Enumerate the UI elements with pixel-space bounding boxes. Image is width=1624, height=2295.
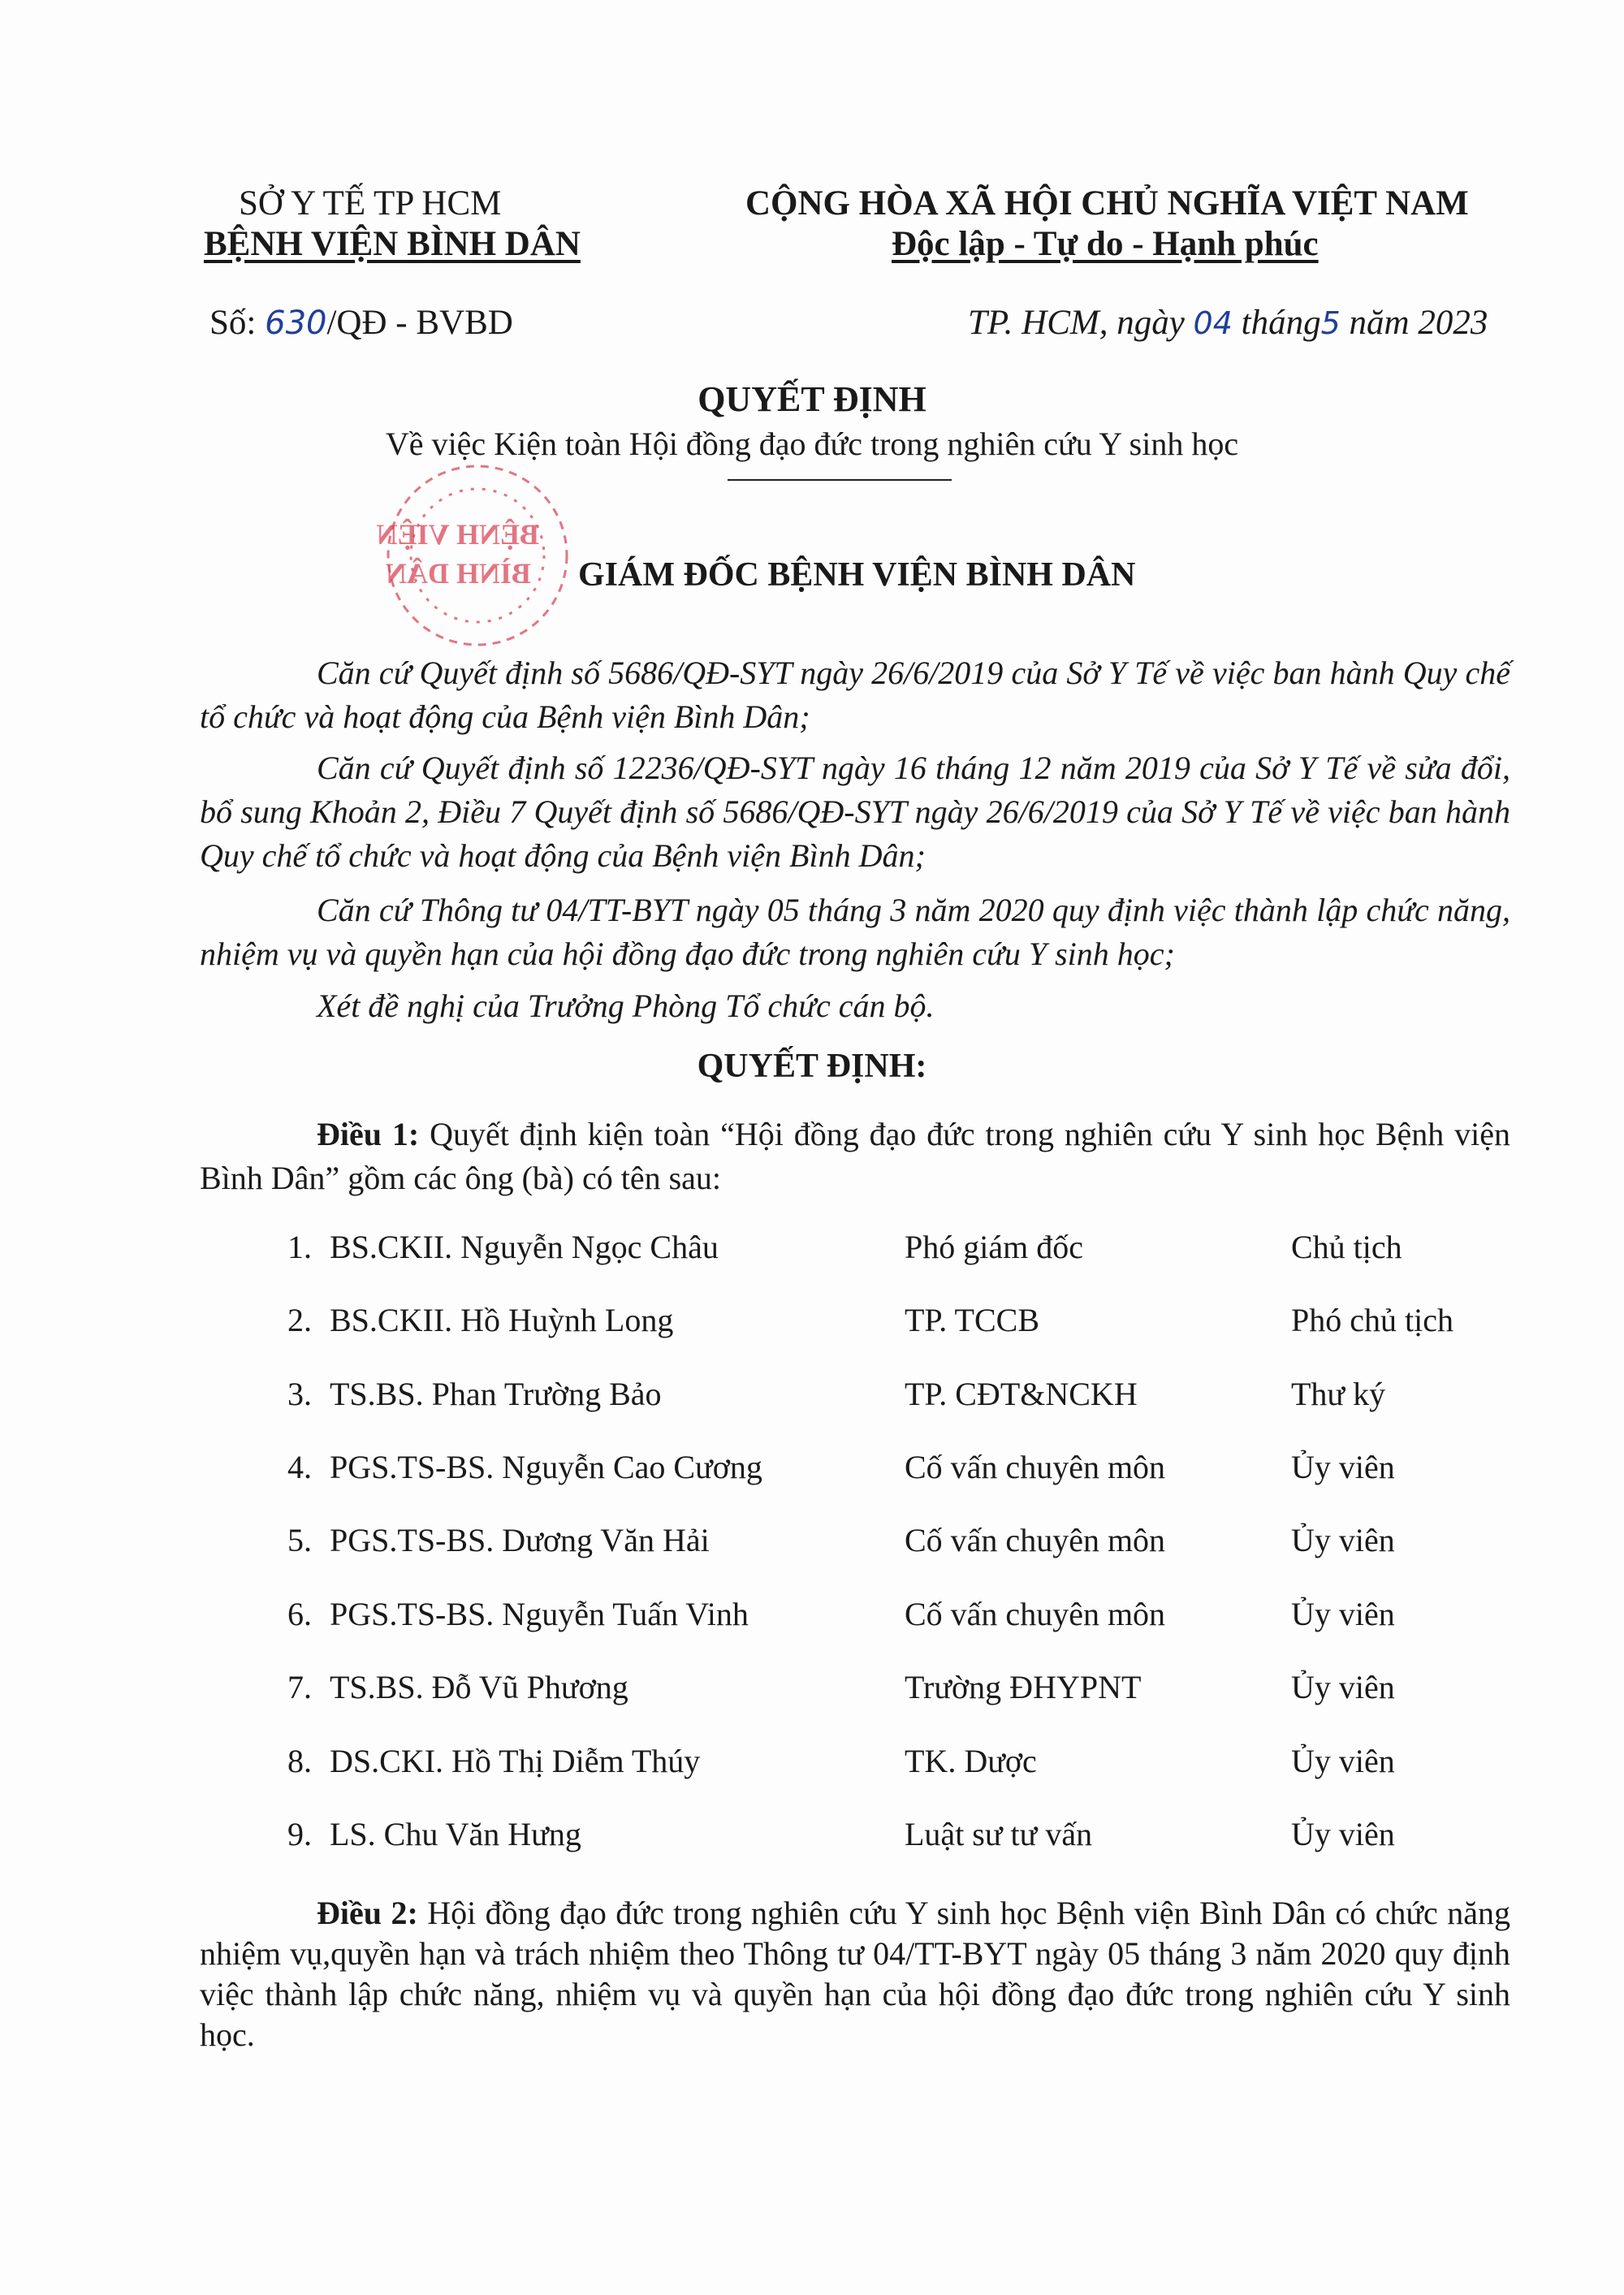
member-position: Cố vấn chuyên môn	[905, 1596, 1166, 1632]
member-name: BS.CKII. Nguyễn Ngọc Châu	[330, 1229, 719, 1265]
member-role: Phó chủ tịch	[1291, 1302, 1453, 1338]
subject-underline	[728, 479, 952, 481]
member-number: 7.	[287, 1669, 312, 1705]
stamp-line1: BỆNH VIỆN	[376, 518, 539, 551]
national-motto: Độc lập - Tự do - Hạnh phúc	[892, 225, 1319, 263]
member-position: Trường ĐHYPNT	[905, 1669, 1142, 1705]
decision-heading: QUYẾT ĐỊNH:	[697, 1048, 927, 1085]
stamp-line2: BÌNH DÂN	[385, 557, 531, 590]
member-role: Ủy viên	[1291, 1596, 1395, 1632]
date-prefix: TP. HCM, ngày	[968, 304, 1185, 342]
member-name: TS.BS. Đỗ Vũ Phương	[330, 1669, 628, 1705]
issuing-authority: GIÁM ĐỐC BỆNH VIỆN BÌNH DÂN	[578, 556, 1136, 594]
date-year: năm 2023	[1349, 304, 1488, 342]
member-number: 6.	[287, 1596, 312, 1632]
list-item	[0, 1228, 1624, 1277]
article-2-label: Điều 2:	[317, 1895, 418, 1931]
department-name: SỞ Y TẾ TP HCM	[239, 184, 502, 223]
list-item	[0, 1301, 1624, 1350]
member-name: LS. Chu Văn Hưng	[330, 1816, 581, 1852]
member-name: PGS.TS-BS. Nguyễn Cao Cương	[330, 1449, 762, 1485]
date-month-label: tháng	[1241, 304, 1321, 342]
member-role: Ủy viên	[1291, 1522, 1395, 1558]
member-position: Phó giám đốc	[905, 1229, 1083, 1265]
list-item	[0, 1521, 1624, 1570]
document-date	[968, 303, 1488, 343]
member-position: Cố vấn chuyên môn	[905, 1449, 1166, 1485]
member-role: Ủy viên	[1291, 1743, 1395, 1779]
member-position: TP. CĐT&NCKH	[905, 1376, 1138, 1412]
list-item	[0, 1375, 1624, 1424]
member-number: 2.	[287, 1302, 312, 1338]
member-number: 4.	[287, 1449, 312, 1485]
list-item	[0, 1815, 1624, 1864]
member-name: BS.CKII. Hồ Huỳnh Long	[330, 1302, 674, 1338]
article-2-text: Hội đồng đạo đức trong nghiên cứu Y sinh học Bệnh viện Bình Dân có chức năng nhiệm vụ,quyền hạn và trách nhiệm theo Thông tư 04/TT-BYT ngày 05 tháng 3 năm 2020 quy định việc thành lập chức năng, nhiệm vụ và quyền hạn của hội đồng đạo đức trong nghiên cứu Y sinh học.	[200, 1895, 1511, 2053]
preamble-3: Căn cứ Thông tư 04/TT-BYT ngày 05 tháng 3 năm 2020 quy định việc thành lập chức năng, nhiệm vụ và quyền hạn của hội đồng đạo đức trong nghiên cứu Y sinh học;	[200, 892, 1510, 972]
number-prefix: Số:	[209, 304, 257, 342]
hospital-name: BỆNH VIỆN BÌNH DÂN	[204, 225, 581, 263]
preamble-4: Xét đề nghị của Trưởng Phòng Tổ chức cán bộ.	[317, 988, 935, 1024]
member-position: TK. Dược	[905, 1743, 1037, 1779]
list-item	[0, 1448, 1624, 1497]
member-role: Ủy viên	[1291, 1816, 1395, 1852]
list-item	[0, 1595, 1624, 1644]
member-number: 5.	[287, 1522, 312, 1558]
number-handwritten: 630	[265, 305, 327, 342]
member-number: 8.	[287, 1743, 312, 1779]
member-role: Chủ tịch	[1291, 1229, 1402, 1265]
article-1	[200, 1113, 1510, 1200]
document-number	[209, 303, 513, 343]
member-position: Luật sư tư vấn	[905, 1816, 1093, 1852]
national-title: CỘNG HÒA XÃ HỘI CHỦ NGHĨA VIỆT NAM	[745, 184, 1469, 223]
member-number: 1.	[287, 1229, 312, 1265]
list-item	[0, 1668, 1624, 1717]
member-name: PGS.TS-BS. Dương Văn Hải	[330, 1522, 710, 1558]
member-name: PGS.TS-BS. Nguyễn Tuấn Vinh	[330, 1596, 749, 1632]
decision-subject: Về việc Kiện toàn Hội đồng đạo đức trong nghiên cứu Y sinh học	[385, 426, 1239, 462]
member-name: TS.BS. Phan Trường Bảo	[330, 1376, 662, 1412]
preamble-2: Căn cứ Quyết định số 12236/QĐ-SYT ngày 16 tháng 12 năm 2019 của Sở Y Tế về sửa đổi, bổ sung Khoản 2, Điều 7 Quyết định số 5686/QĐ-SYT ngày 26/6/2019 của Sở Y Tế về việc ban hành Quy chế tổ chức và hoạt động của Bệnh viện Bình Dân;	[200, 750, 1510, 874]
member-position: Cố vấn chuyên môn	[905, 1522, 1166, 1558]
number-suffix: /QĐ - BVBD	[326, 304, 513, 342]
date-day: 04	[1193, 305, 1233, 341]
member-name: DS.CKI. Hồ Thị Diễm Thúy	[330, 1743, 701, 1779]
article-2	[200, 1893, 1510, 2055]
hospital-stamp	[367, 456, 588, 655]
date-month: 5	[1320, 305, 1341, 341]
member-role: Thư ký	[1291, 1376, 1386, 1412]
member-number: 9.	[287, 1816, 312, 1852]
decision-title: QUYẾT ĐỊNH	[698, 379, 926, 419]
preamble-1: Căn cứ Quyết định số 5686/QĐ-SYT ngày 26/6/2019 của Sở Y Tế về việc ban hành Quy chế tổ chức và hoạt động của Bệnh viện Bình Dân;	[200, 655, 1510, 735]
article-1-label: Điều 1:	[317, 1116, 420, 1152]
article-1-text: Quyết định kiện toàn “Hội đồng đạo đức trong nghiên cứu Y sinh học Bệnh viện Bình Dân” gồm các ông (bà) có tên sau:	[200, 1116, 1510, 1196]
member-position: TP. TCCB	[905, 1302, 1039, 1338]
member-number: 3.	[287, 1376, 312, 1412]
member-role: Ủy viên	[1291, 1449, 1395, 1485]
list-item	[0, 1742, 1624, 1791]
member-role: Ủy viên	[1291, 1669, 1395, 1705]
